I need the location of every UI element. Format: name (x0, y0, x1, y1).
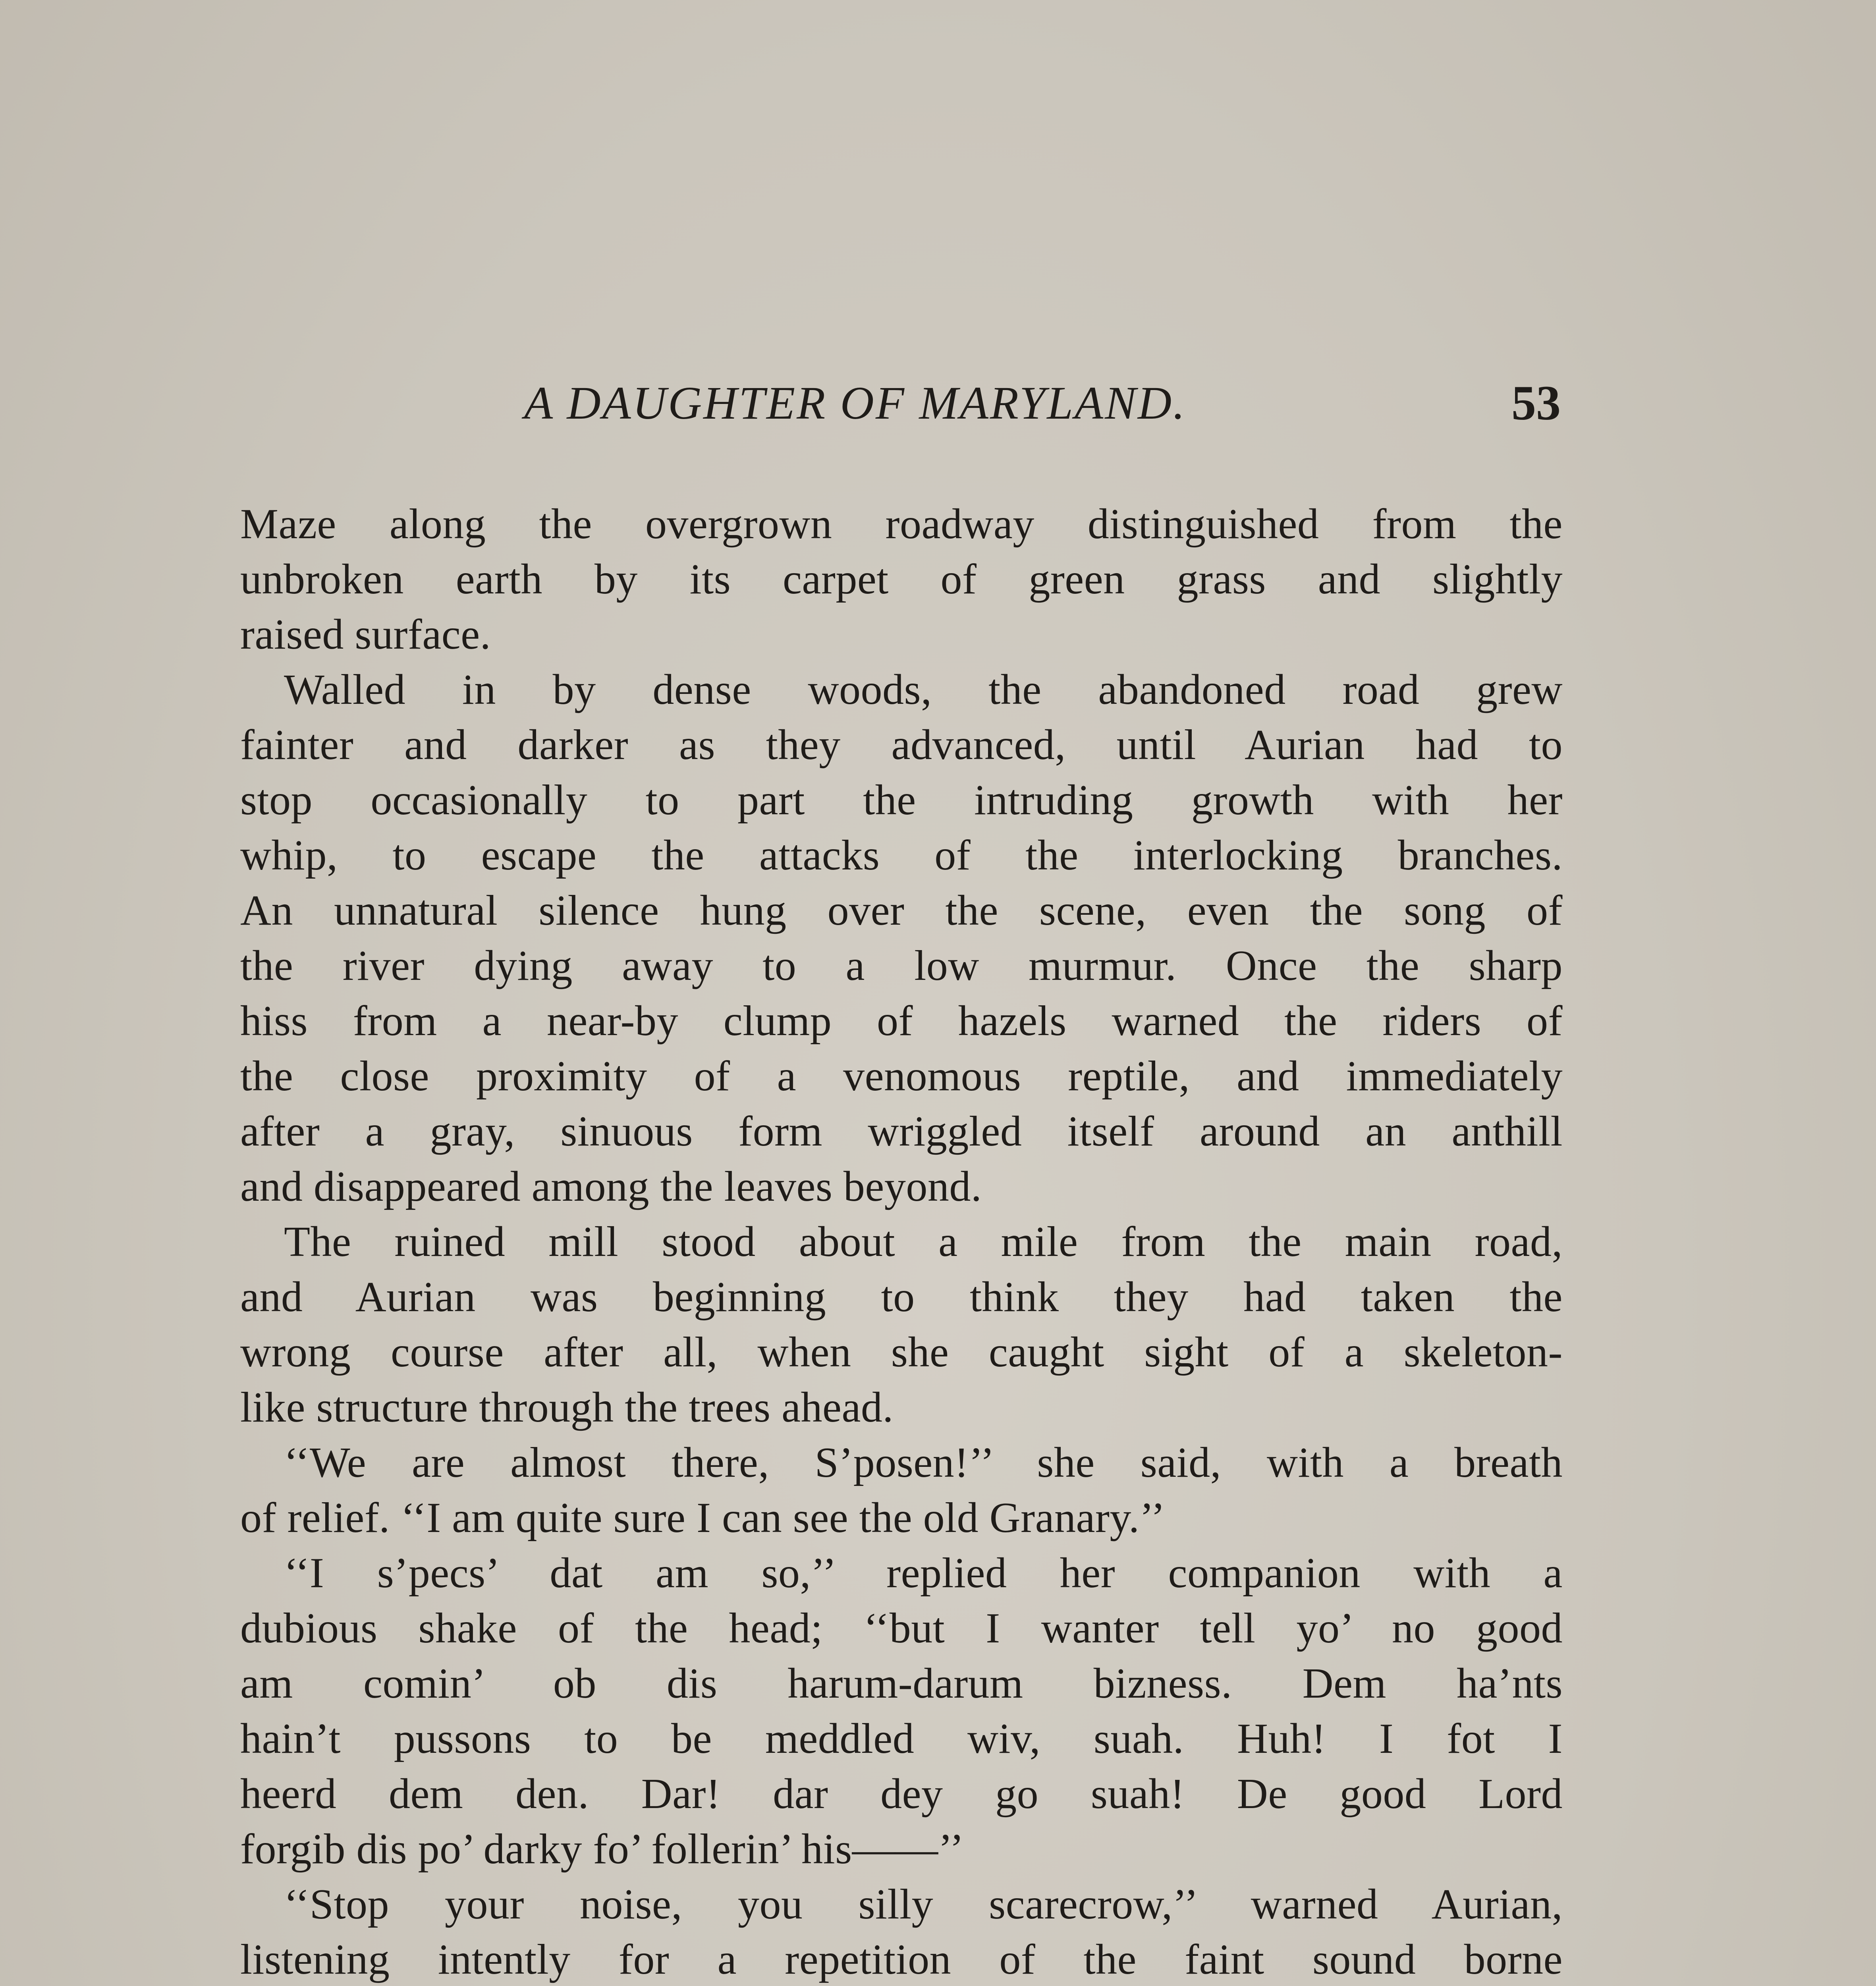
text-line: unbroken earth by its carpet of green grass and slightly (240, 556, 1563, 603)
page-number: 53 (1511, 376, 1561, 430)
text-line: ‘‘I s’pecs’ dat am so,’’ replied her companion with a (284, 1549, 1563, 1597)
text-line: stop occasionally to part the intruding growth with her (240, 777, 1563, 824)
text-line: ‘‘We are almost there, S’posen!’’ she said, with a breath (284, 1439, 1563, 1486)
text-line: of relief. ‘‘I am quite sure I can see the old Granary.’’ (240, 1494, 1166, 1542)
running-title: A DAUGHTER OF MARYLAND. (524, 377, 1187, 429)
running-header (238, 373, 1561, 433)
text-line: Maze along the overgrown roadway distinguished from the (240, 500, 1563, 548)
text-line: An unnatural silence hung over the scene, even the song of (240, 887, 1563, 934)
text-line: and Aurian was beginning to think they had taken the (240, 1273, 1563, 1321)
text-line: hiss from a near-by clump of hazels warned the riders of (240, 997, 1563, 1045)
body-text (240, 496, 1563, 1986)
text-line: and disappeared among the leaves beyond. (240, 1163, 982, 1210)
text-line: heerd dem den. Dar! dar dey go suah! De good Lord (240, 1770, 1563, 1818)
text-line: Walled in by dense woods, the abandoned road grew (284, 666, 1563, 713)
text-line: whip, to escape the attacks of the interlocking branches. (240, 832, 1563, 879)
text-line: the river dying away to a low murmur. Once the sharp (240, 942, 1563, 989)
text-line: after a gray, sinuous form wriggled itself around an anthill (240, 1108, 1563, 1155)
text-line: raised surface. (240, 611, 491, 658)
text-line: the close proximity of a venomous reptile, and immediately (240, 1053, 1563, 1100)
text-line: forgib dis po’ darky fo’ follerin’ his——’’ (240, 1826, 964, 1873)
text-line: am comin’ ob dis harum-darum bizness. Dem ha’nts (240, 1660, 1563, 1707)
text-line: like structure through the trees ahead. (240, 1384, 894, 1431)
text-line: listening intently for a repetition of the faint sound borne (240, 1936, 1563, 1983)
text-line: ‘‘Stop your noise, you silly scarecrow,’’ warned Aurian, (284, 1881, 1563, 1928)
text-line: The ruined mill stood about a mile from the main road, (284, 1218, 1563, 1265)
text-line: fainter and darker as they advanced, until Aurian had to (240, 721, 1563, 769)
text-line: dubious shake of the head; ‘‘but I wanter tell yo’ no good (240, 1605, 1563, 1652)
text-line: hain’t pussons to be meddled wiv, suah. Huh! I fot I (240, 1715, 1563, 1762)
text-line: wrong course after all, when she caught sight of a skeleton- (240, 1329, 1563, 1376)
